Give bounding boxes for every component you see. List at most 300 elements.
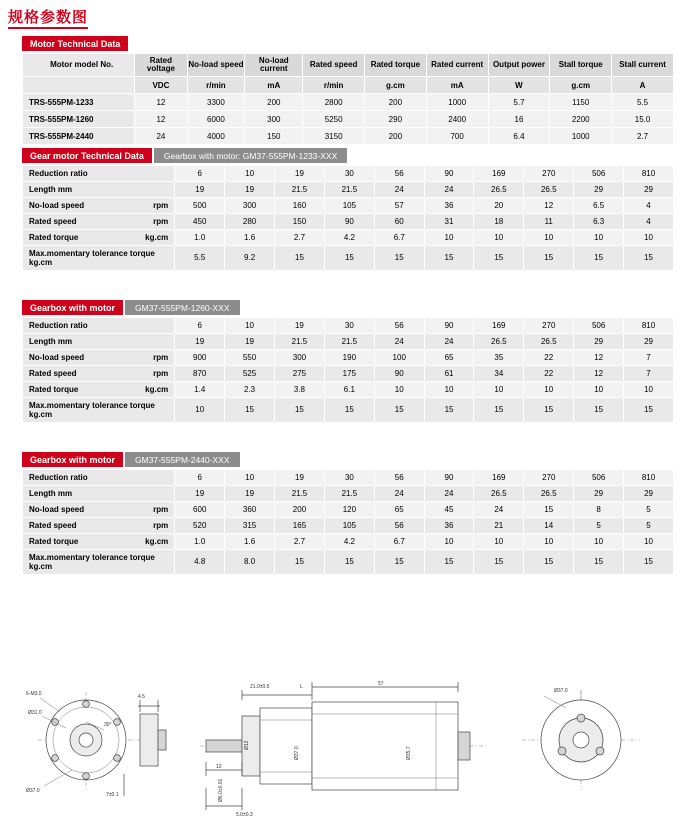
table-row <box>23 198 674 214</box>
cell-value: 6 <box>175 470 225 486</box>
cell-value: 506 <box>574 318 624 334</box>
cell-value: 19 <box>274 318 324 334</box>
cell-value: 1000 <box>550 128 612 145</box>
cell-value: 5.7 <box>488 94 550 111</box>
section-header <box>22 36 674 51</box>
cell-value: 15 <box>225 398 275 423</box>
cell-value: 8 <box>574 502 624 518</box>
cell-value: 2400 <box>426 111 488 128</box>
cell-value: 900 <box>175 350 225 366</box>
cell-value: 300 <box>225 198 275 214</box>
row-label <box>23 502 175 518</box>
cell-value: 7 <box>624 366 674 382</box>
cell-value: 24 <box>424 334 474 350</box>
cell-value: 15 <box>374 246 424 271</box>
cell-value: 19 <box>275 470 325 486</box>
section-tag: Gearbox with motor <box>22 300 123 315</box>
row-label-text: Max.momentary tolerance torque <box>29 400 155 410</box>
gear-table-1233 <box>22 165 674 271</box>
cell-value: 4 <box>624 198 674 214</box>
cell-value: 175 <box>324 366 374 382</box>
table-row <box>23 486 674 502</box>
cell-value: 1.4 <box>175 382 225 398</box>
cell-value: 6.7 <box>374 534 424 550</box>
cell-value: 280 <box>225 214 275 230</box>
cell-value: 165 <box>275 518 325 534</box>
cell-value: 10 <box>624 382 674 398</box>
cell-value: 8.0 <box>225 550 275 575</box>
cell-value: 150 <box>275 214 325 230</box>
cell-value: 15 <box>275 550 325 575</box>
dim-12: 12 <box>216 764 222 770</box>
cell-value: 29 <box>574 182 624 198</box>
cell-value: 4 <box>624 214 674 230</box>
row-unit: kg.cm <box>145 537 169 546</box>
table-row <box>23 470 674 486</box>
drawing-side-view <box>196 676 496 822</box>
cell-value: 34 <box>474 366 524 382</box>
cell-value: 16 <box>488 111 550 128</box>
cell-value: 506 <box>574 166 624 182</box>
cell-value: 15 <box>574 550 624 575</box>
section-motor-technical-data <box>22 36 674 145</box>
table-row <box>23 534 674 550</box>
table-row <box>23 398 674 423</box>
cell-value: 30 <box>324 470 374 486</box>
cell-value: 2.3 <box>225 382 275 398</box>
cell-value: 15 <box>424 398 474 423</box>
row-unit: rpm <box>153 217 169 226</box>
cell-value: 61 <box>424 366 474 382</box>
cell-value: 15 <box>524 502 574 518</box>
cell-value: 19 <box>225 182 275 198</box>
section-tag: Gear motor Technical Data <box>22 148 152 163</box>
cell-value: 810 <box>624 470 674 486</box>
cell-value: 1.0 <box>175 534 225 550</box>
cell-value: 6000 <box>187 111 245 128</box>
section-header <box>22 300 674 315</box>
cell-value: 19 <box>275 166 325 182</box>
row-unit: kg.cm <box>29 410 53 419</box>
cell-value: 24 <box>424 486 474 502</box>
cell-value: 150 <box>245 128 303 145</box>
cell-value: 6 <box>175 318 225 334</box>
cell-value: 5250 <box>303 111 365 128</box>
cell-value: 3.8 <box>274 382 324 398</box>
row-label <box>23 198 175 214</box>
section-gear-motor-2440 <box>22 452 674 575</box>
cell-value: 12 <box>135 94 187 111</box>
cell-value: 2200 <box>550 111 612 128</box>
cell-value: 65 <box>424 350 474 366</box>
cell-value: 10 <box>424 534 474 550</box>
row-label: Length mm <box>23 486 175 502</box>
cell-value: 21 <box>474 518 524 534</box>
page-title-text: 规格参数图 <box>8 9 88 29</box>
row-label: Reduction ratio <box>23 470 175 486</box>
cell-value: 525 <box>225 366 275 382</box>
table-row <box>23 550 674 575</box>
cell-value: 15 <box>474 398 524 423</box>
cell-value: 2.7 <box>612 128 674 145</box>
cell-model: TRS-555PM-1260 <box>23 111 135 128</box>
row-label <box>23 398 175 423</box>
cell-value: 10 <box>524 230 574 246</box>
cell-value: 4.2 <box>324 534 374 550</box>
cell-value: 2800 <box>303 94 365 111</box>
cell-value: 19 <box>175 182 225 198</box>
cell-value: 105 <box>324 518 374 534</box>
cell-value: 105 <box>324 198 374 214</box>
cell-value: 21.5 <box>275 182 325 198</box>
cell-value: 10 <box>574 382 624 398</box>
section-gear-motor-1260 <box>22 300 674 423</box>
motor-technical-table <box>22 53 674 145</box>
row-label-text: Rated speed <box>29 521 77 530</box>
cell-value: 29 <box>624 334 674 350</box>
section-subtitle: GM37-555PM-2440-XXX <box>125 452 240 467</box>
cell-value: 22 <box>524 350 574 366</box>
row-unit: rpm <box>153 201 169 210</box>
table-row <box>23 334 674 350</box>
table-header-row <box>23 54 674 77</box>
cell-value: 22 <box>524 366 574 382</box>
cell-value: 10 <box>424 382 474 398</box>
cell-value: 10 <box>225 318 275 334</box>
section-tag: Motor Technical Data <box>22 36 128 51</box>
cell-value: 5.5 <box>175 246 225 271</box>
cell-value: 10 <box>474 534 524 550</box>
table-row <box>23 166 674 182</box>
section-subtitle: GM37-555PM-1260-XXX <box>125 300 240 315</box>
unit-rated-current: mA <box>426 77 488 94</box>
row-label <box>23 214 175 230</box>
cell-value: 19 <box>175 334 225 350</box>
col-rated-current: Rated current <box>426 54 488 77</box>
gear-table-2440 <box>22 469 674 575</box>
dim-d12: Ø12 <box>244 740 250 750</box>
cell-value: 10 <box>574 230 624 246</box>
cell-value: 56 <box>374 166 424 182</box>
cell-value: 360 <box>225 502 275 518</box>
cell-value: 21.5 <box>275 486 325 502</box>
cell-value: 10 <box>374 382 424 398</box>
row-label <box>23 382 175 398</box>
dim-7: 7±0.1 <box>106 792 119 798</box>
row-label <box>23 350 175 366</box>
cell-value: 4.8 <box>175 550 225 575</box>
dim-5: 5.0±0.3 <box>236 812 253 818</box>
row-label: Reduction ratio <box>23 166 175 182</box>
table-row <box>23 128 674 145</box>
unit-stall-current: A <box>612 77 674 94</box>
cell-value: 6.4 <box>488 128 550 145</box>
section-header <box>22 148 674 163</box>
cell-value: 19 <box>225 334 275 350</box>
cell-value: 4000 <box>187 128 245 145</box>
cell-value: 10 <box>424 230 474 246</box>
col-rated-voltage: Rated voltage <box>135 54 187 77</box>
cell-value: 200 <box>364 94 426 111</box>
row-label-text: Max.momentary tolerance torque <box>29 248 155 258</box>
dim-d35: Ø35.7 <box>406 746 412 760</box>
cell-value: 56 <box>374 470 424 486</box>
unit-output-power: W <box>488 77 550 94</box>
table-row <box>23 94 674 111</box>
unit-rated-speed: r/min <box>303 77 365 94</box>
row-unit: rpm <box>153 505 169 514</box>
cell-value: 24 <box>135 128 187 145</box>
cell-value: 10 <box>574 534 624 550</box>
cell-value: 3300 <box>187 94 245 111</box>
cell-value: 10 <box>524 382 574 398</box>
cell-value: 35 <box>474 350 524 366</box>
cell-value: 15 <box>474 550 524 575</box>
row-label <box>23 534 175 550</box>
cell-value: 90 <box>424 318 474 334</box>
cell-value: 169 <box>474 318 524 334</box>
row-label: Length mm <box>23 334 175 350</box>
unit-blank <box>23 77 135 94</box>
cell-value: 15 <box>324 246 374 271</box>
cell-value: 700 <box>426 128 488 145</box>
table-row <box>23 318 674 334</box>
cell-value: 4.2 <box>324 230 374 246</box>
cell-value: 24 <box>474 502 524 518</box>
cell-value: 600 <box>175 502 225 518</box>
cell-value: 26.5 <box>474 182 524 198</box>
cell-value: 5 <box>624 502 674 518</box>
cell-value: 15 <box>424 246 474 271</box>
cell-value: 90 <box>374 366 424 382</box>
cell-value: 10 <box>175 398 225 423</box>
cell-value: 9.2 <box>225 246 275 271</box>
cell-value: 270 <box>524 318 574 334</box>
cell-value: 65 <box>374 502 424 518</box>
cell-value: 5 <box>574 518 624 534</box>
cell-value: 10 <box>474 230 524 246</box>
cell-value: 1.0 <box>175 230 225 246</box>
cell-value: 45 <box>424 502 474 518</box>
row-unit: kg.cm <box>145 385 169 394</box>
cell-value: 160 <box>275 198 325 214</box>
cell-value: 270 <box>524 470 574 486</box>
cell-value: 60 <box>374 214 424 230</box>
row-label <box>23 366 175 382</box>
cell-value: 10 <box>225 470 275 486</box>
cell-value: 15 <box>324 398 374 423</box>
table-row <box>23 350 674 366</box>
row-unit: kg.cm <box>29 258 53 267</box>
cell-value: 20 <box>474 198 524 214</box>
row-label-text: No-load speed <box>29 353 85 362</box>
dim-L: L <box>300 684 303 690</box>
cell-value: 275 <box>274 366 324 382</box>
cell-value: 30 <box>324 166 374 182</box>
cell-value: 15 <box>374 398 424 423</box>
dim-57: 57 <box>378 681 384 687</box>
cell-value: 1150 <box>550 94 612 111</box>
cell-value: 5.5 <box>612 94 674 111</box>
cell-value: 2.7 <box>275 230 325 246</box>
cell-value: 12 <box>574 366 624 382</box>
cell-value: 1000 <box>426 94 488 111</box>
cell-value: 90 <box>324 214 374 230</box>
cell-value: 29 <box>624 486 674 502</box>
row-label <box>23 230 175 246</box>
cell-value: 26.5 <box>474 486 524 502</box>
gear-table-1260 <box>22 317 674 423</box>
row-label <box>23 246 175 271</box>
dim-21: 21.0±0.5 <box>250 684 270 690</box>
cell-value: 24 <box>424 182 474 198</box>
cell-value: 56 <box>374 318 424 334</box>
cell-value: 450 <box>175 214 225 230</box>
cell-value: 15 <box>324 550 374 575</box>
cell-value: 10 <box>225 166 275 182</box>
cell-value: 21.5 <box>324 486 374 502</box>
cell-value: 15 <box>524 398 574 423</box>
cell-value: 24 <box>374 334 424 350</box>
dim-d37: Ø37.0 <box>26 788 40 794</box>
dim-d37-rear: Ø37.0 <box>554 688 568 694</box>
cell-value: 19 <box>175 486 225 502</box>
drawing-rear-view <box>506 678 676 818</box>
cell-value: 870 <box>175 366 225 382</box>
table-row <box>23 111 674 128</box>
cell-value: 21.5 <box>274 334 324 350</box>
cell-value: 24 <box>374 182 424 198</box>
table-row <box>23 382 674 398</box>
unit-rated-torque: g.cm <box>364 77 426 94</box>
row-unit: rpm <box>153 521 169 530</box>
row-label <box>23 550 175 575</box>
cell-value: 290 <box>364 111 426 128</box>
cell-value: 36 <box>424 198 474 214</box>
cell-model: TRS-555PM-2440 <box>23 128 135 145</box>
cell-value: 15 <box>624 550 674 575</box>
cell-value: 6.5 <box>574 198 624 214</box>
row-label: Reduction ratio <box>23 318 175 334</box>
col-rated-torque: Rated torque <box>364 54 426 77</box>
cell-value: 5 <box>624 518 674 534</box>
cell-value: 18 <box>474 214 524 230</box>
cell-value: 21.5 <box>324 334 374 350</box>
cell-value: 29 <box>574 486 624 502</box>
table-row <box>23 214 674 230</box>
cell-value: 90 <box>424 166 474 182</box>
cell-value: 15 <box>474 246 524 271</box>
dim-d6: Ø6.0±0.01 <box>218 778 224 802</box>
cell-value: 31 <box>424 214 474 230</box>
table-row <box>23 502 674 518</box>
cell-value: 15 <box>624 246 674 271</box>
col-stall-current: Stall current <box>612 54 674 77</box>
row-label-text: Rated torque <box>29 385 79 394</box>
cell-value: 30 <box>324 318 374 334</box>
cell-value: 810 <box>624 166 674 182</box>
cell-value: 7 <box>624 350 674 366</box>
dim-6-m3: 6-M3.0 <box>26 691 42 697</box>
row-unit: rpm <box>153 353 169 362</box>
cell-value: 169 <box>474 470 524 486</box>
row-unit: kg.cm <box>29 562 53 571</box>
cell-value: 29 <box>624 182 674 198</box>
cell-value: 315 <box>225 518 275 534</box>
cell-model: TRS-555PM-1233 <box>23 94 135 111</box>
cell-value: 15 <box>574 398 624 423</box>
section-subtitle: Gearbox with motor: GM37-555PM-1233-XXX <box>154 148 347 163</box>
section-header <box>22 452 674 467</box>
cell-value: 500 <box>175 198 225 214</box>
row-label: Length mm <box>23 182 175 198</box>
cell-value: 270 <box>524 166 574 182</box>
cell-value: 169 <box>474 166 524 182</box>
cell-value: 6.7 <box>374 230 424 246</box>
cell-value: 36 <box>424 518 474 534</box>
dim-4-5: 4.5 <box>138 694 145 700</box>
cell-value: 550 <box>225 350 275 366</box>
col-rated-speed: Rated speed <box>303 54 365 77</box>
cell-value: 200 <box>364 128 426 145</box>
cell-value: 12 <box>574 350 624 366</box>
dim-d31: Ø31.0 <box>28 710 42 716</box>
page-title <box>8 6 88 27</box>
cell-value: 26.5 <box>524 334 574 350</box>
row-label-text: Rated speed <box>29 217 77 226</box>
cell-value: 12 <box>135 111 187 128</box>
cell-value: 1.6 <box>225 534 275 550</box>
row-label-text: No-load speed <box>29 505 85 514</box>
cell-value: 1.6 <box>225 230 275 246</box>
table-row <box>23 182 674 198</box>
col-model: Motor model No. <box>23 54 135 77</box>
table-row <box>23 230 674 246</box>
row-unit: rpm <box>153 369 169 378</box>
col-output-power: Output power <box>488 54 550 77</box>
cell-value: 15 <box>274 398 324 423</box>
cell-value: 15 <box>524 550 574 575</box>
cell-value: 6.1 <box>324 382 374 398</box>
row-unit: kg.cm <box>145 233 169 242</box>
cell-value: 12 <box>524 198 574 214</box>
cell-value: 200 <box>245 94 303 111</box>
cell-value: 520 <box>175 518 225 534</box>
row-label-text: No-load speed <box>29 201 85 210</box>
cell-value: 3150 <box>303 128 365 145</box>
table-row <box>23 246 674 271</box>
row-label-text: Rated torque <box>29 233 79 242</box>
cell-value: 100 <box>374 350 424 366</box>
cell-value: 26.5 <box>524 486 574 502</box>
cell-value: 2.7 <box>275 534 325 550</box>
cell-value: 90 <box>424 470 474 486</box>
cell-value: 26.5 <box>474 334 524 350</box>
cell-value: 57 <box>374 198 424 214</box>
col-stall-torque: Stall torque <box>550 54 612 77</box>
cell-value: 10 <box>624 534 674 550</box>
unit-voltage: VDC <box>135 77 187 94</box>
section-tag: Gearbox with motor <box>22 452 123 467</box>
cell-value: 14 <box>524 518 574 534</box>
section-gear-motor-1233 <box>22 148 674 271</box>
unit-noload-speed: r/min <box>187 77 245 94</box>
table-unit-row <box>23 77 674 94</box>
cell-value: 120 <box>324 502 374 518</box>
cell-value: 11 <box>524 214 574 230</box>
cell-value: 15 <box>374 550 424 575</box>
row-label-text: Max.momentary tolerance torque <box>29 552 155 562</box>
